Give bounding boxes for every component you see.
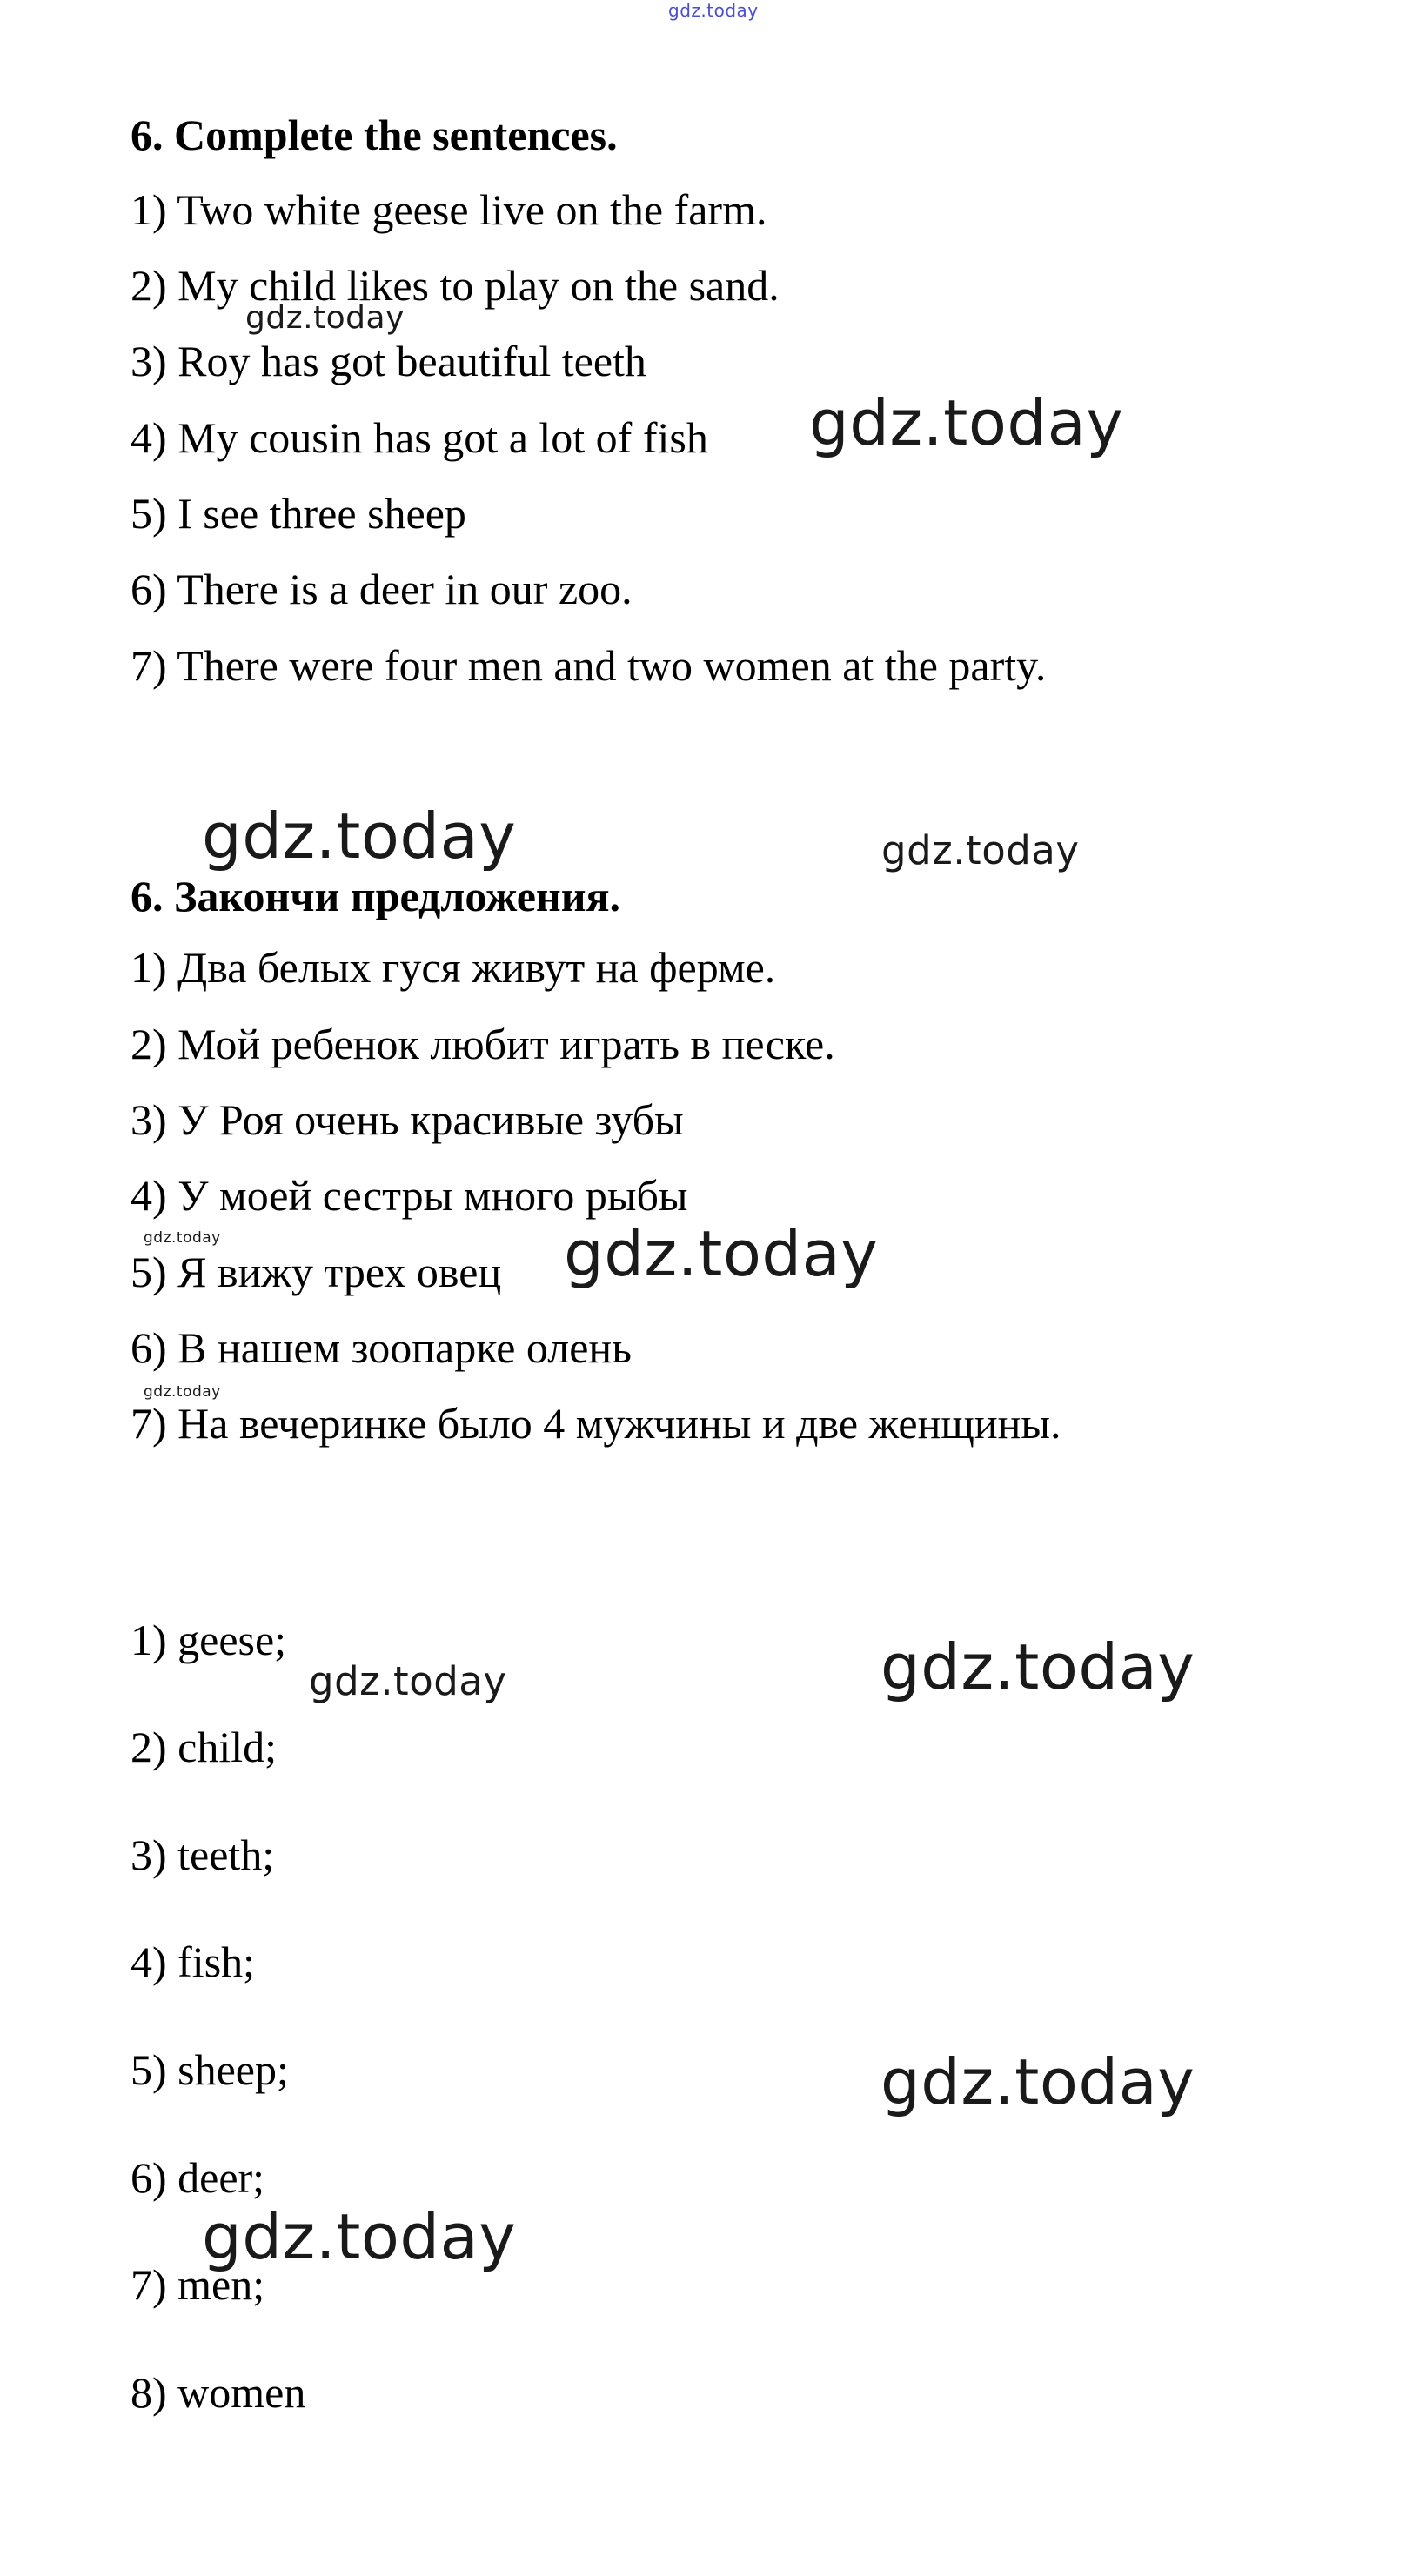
watermark: gdz.today — [668, 0, 759, 21]
watermark: gdz.today — [880, 1630, 1195, 1703]
sentence-en-3: 3) Roy has got beautiful teeth — [131, 337, 646, 385]
answer-4: 4) fish; — [131, 1937, 256, 1986]
sentence-en-6: 6) There is a deer in our zoo. — [131, 565, 633, 613]
sentence-en-1: 1) Two white geese live on the farm. — [131, 185, 767, 234]
sentence-en-4: 4) My cousin has got a lot of fish — [131, 413, 708, 462]
watermark: gdz.today — [881, 827, 1080, 873]
answer-3: 3) teeth; — [131, 1830, 275, 1879]
sentence-ru-5: 5) Я вижу трех овец — [131, 1248, 502, 1296]
sentence-ru-1: 1) Два белых гуся живут на ферме. — [131, 943, 776, 992]
watermark: gdz.today — [144, 1383, 221, 1401]
sentence-ru-6: 6) В нашем зоопарке олень — [131, 1323, 632, 1372]
answer-2: 2) child; — [131, 1723, 278, 1771]
answer-7: 7) men; — [131, 2260, 265, 2309]
sentence-ru-4: 4) У моей сестры много рыбы — [131, 1171, 688, 1220]
watermark: gdz.today — [245, 300, 405, 336]
section-en-heading: 6. Complete the sentences. — [131, 110, 618, 159]
sentence-ru-3: 3) У Роя очень красивые зубы — [131, 1095, 684, 1144]
watermark: gdz.today — [309, 1658, 507, 1704]
answer-1: 1) geese; — [131, 1616, 287, 1664]
answer-8: 8) women — [131, 2368, 306, 2417]
answer-6: 6) deer; — [131, 2153, 265, 2202]
sentence-en-7: 7) There were four men and two women at the party. — [131, 641, 1047, 690]
sentence-ru-7: 7) На вечеринке было 4 мужчины и две женщины. — [131, 1399, 1061, 1448]
watermark: gdz.today — [880, 2045, 1195, 2118]
sentence-en-2: 2) My child likes to play on the sand. — [131, 261, 780, 310]
sentence-ru-2: 2) Мой ребенок любит играть в песке. — [131, 1020, 835, 1068]
section-ru-heading: 6. Закончи предложения. — [131, 872, 621, 920]
watermark: gdz.today — [202, 800, 517, 873]
answer-5: 5) sheep; — [131, 2045, 289, 2094]
sentence-en-5: 5) I see three sheep — [131, 489, 466, 538]
watermark: gdz.today — [564, 1217, 879, 1290]
watermark: gdz.today — [809, 386, 1124, 459]
watermark: gdz.today — [202, 2200, 517, 2273]
watermark: gdz.today — [144, 1229, 221, 1247]
